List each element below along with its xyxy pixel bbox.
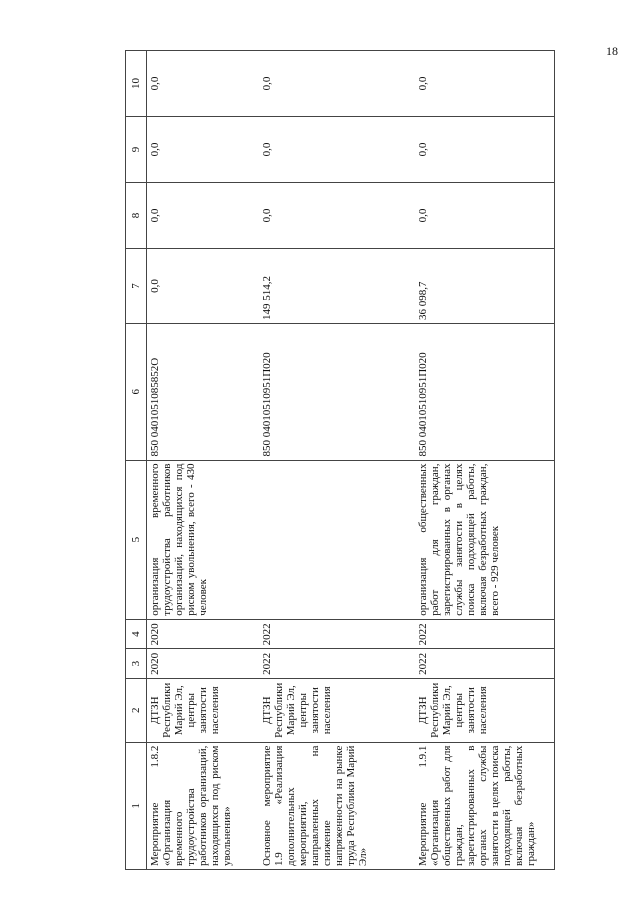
amount-cell: 0,0: [147, 51, 260, 117]
table-row: [415, 51, 555, 870]
amount-cell: 0,0: [259, 117, 415, 183]
start-year-cell: 2022: [415, 649, 555, 679]
header-row: [126, 51, 147, 870]
amount-cell: 0,0: [415, 117, 555, 183]
header-cell: 9: [126, 117, 147, 183]
amount-cell: 0,0: [415, 51, 555, 117]
end-year-cell: 2022: [259, 619, 415, 649]
header-cell: 10: [126, 51, 147, 117]
amount-cell: 0,0: [415, 183, 555, 249]
start-year-cell: 2022: [259, 649, 415, 679]
start-year-cell: 2020: [147, 649, 260, 679]
amount-cell: 0,0: [147, 183, 260, 249]
header-cell: 7: [126, 248, 147, 323]
amount-cell: 149 514,2: [259, 248, 415, 323]
executor-cell: ДТЗН Республики Марий Эл, центры занятости населения: [147, 678, 260, 742]
end-year-cell: 2022: [415, 619, 555, 649]
budget-code-cell: 850 04010510951П020: [415, 324, 555, 461]
header-cell: 6: [126, 324, 147, 461]
table-row: [259, 51, 415, 870]
executor-cell: ДТЗН Республики Марий Эл, центры занятости населения: [415, 678, 555, 742]
amount-cell: 0,0: [147, 248, 260, 323]
end-year-cell: 2020: [147, 619, 260, 649]
amount-cell: 36 098,7: [415, 248, 555, 323]
header-cell: 1: [126, 742, 147, 869]
header-cell: 3: [126, 649, 147, 679]
program-table: [125, 50, 555, 870]
page-number: 18: [606, 44, 618, 58]
header-cell: 8: [126, 183, 147, 249]
result-cell: организация временного трудоустройства работников организаций, находящихся под риском увольнения, всего - 430 человек: [147, 460, 260, 619]
amount-cell: 0,0: [259, 183, 415, 249]
table-row: [147, 51, 260, 870]
budget-code-cell: 850 04010510951П020: [259, 324, 415, 461]
budget-code-cell: 850 0401051085852О: [147, 324, 260, 461]
amount-cell: 0,0: [147, 117, 260, 183]
header-cell: 5: [126, 460, 147, 619]
header-cell: 2: [126, 678, 147, 742]
amount-cell: 0,0: [259, 51, 415, 117]
result-cell: организация общественных работ для граждан, зарегистрированных в органах службы занятости в целях поиска подходящей работы, включая безработных граждан, всего - 929 человек: [415, 460, 555, 619]
rotated-table-wrapper: [125, 50, 625, 870]
executor-cell: ДТЗН Республики Марий Эл, центры занятости населения: [259, 678, 415, 742]
header-cell: 4: [126, 619, 147, 649]
activity-name-cell: Основное мероприятие 1.9 «Реализация дополнительных мероприятий, направленных на снижение напряженности на рынке труда Республики Марий Эл»: [259, 742, 415, 869]
activity-name-cell: Мероприятие 1.8.2 «Организация временного трудоустройства работников организаций, находящихся под риском увольнения»: [147, 742, 260, 869]
activity-name-cell: Мероприятие 1.9.1 «Организация общественных работ для граждан, зарегистрированных в органах службы занятости в целях поиска подходящей работы, включая безработных граждан»: [415, 742, 555, 869]
result-cell: [259, 460, 415, 619]
